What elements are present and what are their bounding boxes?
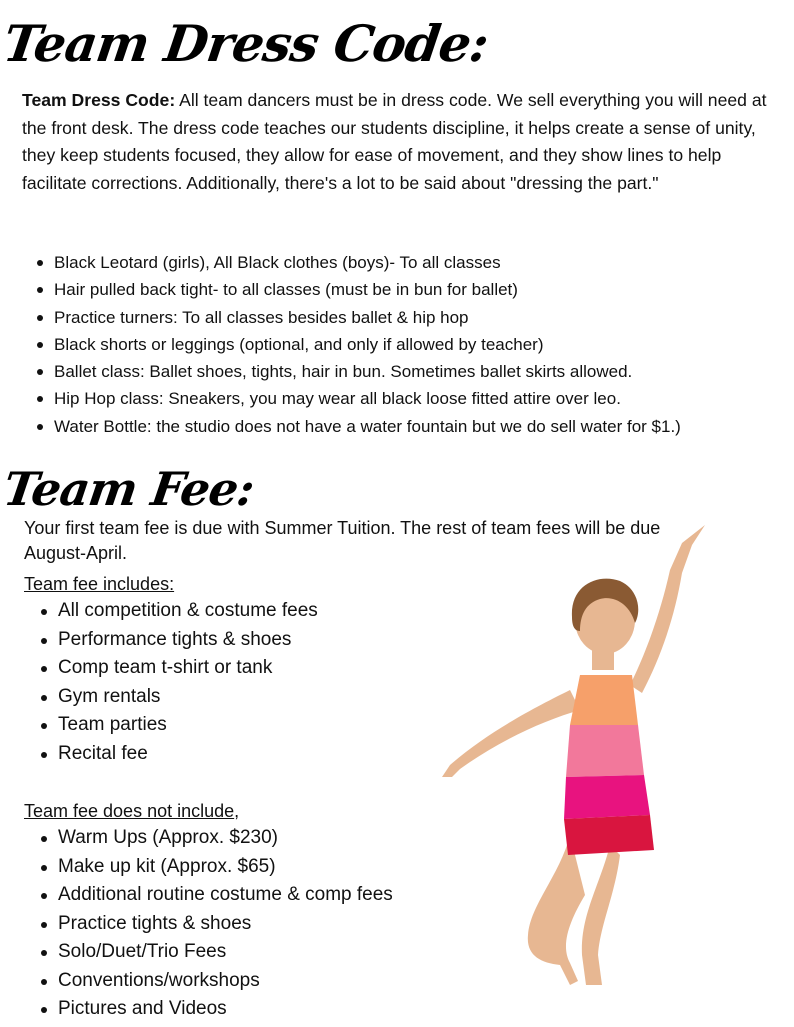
list-item: Practice turners: To all classes besides ballet & hip hop (32, 304, 792, 331)
team-fee-intro: Your first team fee is due with Summer Tuition. The rest of team fees will be due August-April. (24, 518, 661, 563)
left-arm (442, 690, 580, 777)
team-fee-heading: Team Fee: (0, 462, 258, 516)
dress-code-heading: Team Dress Code: (0, 14, 492, 73)
list-item: Make up kit (Approx. $65) (36, 853, 393, 882)
dress-middle-fringe (564, 775, 650, 819)
list-item: All competition & costume fees (36, 597, 318, 626)
dress-upper-fringe (566, 725, 644, 777)
list-item: Ballet class: Ballet shoes, tights, hair in bun. Sometimes ballet skirts allowed. (32, 358, 792, 385)
list-item: Additional routine costume & comp fees (36, 881, 393, 910)
dress-code-intro-text: All team dancers must be in dress code. We sell everything you will need at the front desk. The dress code teaches our students discipline, it helps create a sense of unity, they keep students focused, they allow for ease of movement, and they show lines to help facilitate corrections. Additionally, there's a lot to be said about "dressing the part." (22, 90, 767, 193)
list-item: Practice tights & shoes (36, 910, 393, 939)
includes-label-text: Team fee includes: (24, 574, 175, 594)
right-leg (582, 845, 620, 985)
list-item: Black Leotard (girls), All Black clothes (boys)- To all classes (32, 249, 792, 276)
list-item: Hip Hop class: Sneakers, you may wear all black loose fitted attire over leo. (32, 385, 792, 412)
dress-code-intro-bold: Team Dress Code: (22, 90, 176, 110)
left-leg (528, 835, 585, 985)
includes-list (36, 597, 318, 768)
list-item: Recital fee (36, 740, 318, 769)
excludes-label (24, 799, 239, 824)
excludes-list (36, 824, 393, 1024)
excludes-label-text: Team fee does not include (24, 801, 235, 821)
dress-top (570, 675, 638, 725)
dress-bottom-fringe (564, 815, 654, 855)
list-item: Hair pulled back tight- to all classes (must be in bun for ballet) (32, 276, 792, 303)
list-item: Pictures and Videos (36, 995, 393, 1024)
dress-code-list (32, 249, 792, 440)
list-item: Gym rentals (36, 683, 318, 712)
list-item: Conventions/workshops (36, 967, 393, 996)
excludes-label-suffix: , (234, 801, 240, 821)
dress-code-intro (22, 87, 774, 197)
list-item: Warm Ups (Approx. $230) (36, 824, 393, 853)
includes-label (24, 572, 174, 597)
right-arm (630, 525, 705, 693)
list-item: Solo/Duet/Trio Fees (36, 938, 393, 967)
dancer-photo (420, 515, 720, 1015)
list-item: Comp team t-shirt or tank (36, 654, 318, 683)
list-item: Water Bottle: the studio does not have a water fountain but we do sell water for $1.) (32, 413, 792, 440)
list-item: Performance tights & shoes (36, 626, 318, 655)
list-item: Team parties (36, 711, 318, 740)
list-item: Black shorts or leggings (optional, and only if allowed by teacher) (32, 331, 792, 358)
